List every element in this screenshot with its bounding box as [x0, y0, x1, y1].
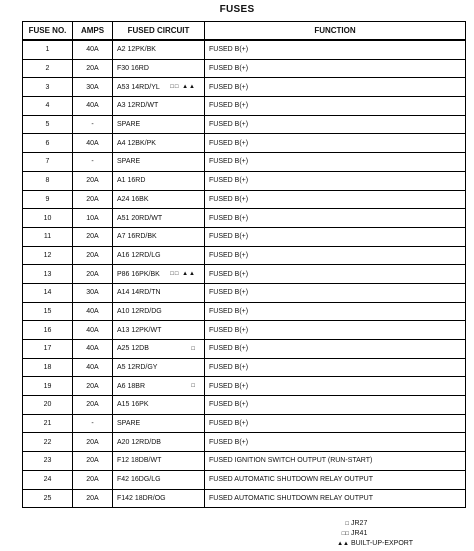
function-cell-text: FUSED B(+): [209, 83, 249, 91]
fused-circuit-cell-text: A14 14RD/TN: [117, 289, 161, 297]
function-cell-text: FUSED AUTOMATIC SHUTDOWN RELAY OUTPUT: [209, 476, 373, 484]
fused-circuit-cell-text: A4 12BK/PK: [117, 139, 156, 147]
fused-circuit-cell: [113, 59, 205, 78]
table-row: [23, 153, 466, 172]
fuse-number-cell: [23, 358, 73, 377]
fuse-number-cell: [23, 227, 73, 246]
amps-cell: [73, 265, 113, 284]
fused-circuit-cell: [113, 433, 205, 452]
fused-circuit-cell: [113, 134, 205, 153]
fuse-number-cell-text: 21: [43, 420, 52, 428]
function-cell: [205, 171, 466, 190]
function-cell: [205, 97, 466, 116]
fused-circuit-cell-text: A20 12RD/DB: [117, 438, 161, 446]
fuse-number-cell: [23, 97, 73, 116]
function-cell: [205, 302, 466, 321]
fused-circuit-cell-text: A5 12RD/GY: [117, 364, 158, 372]
fuse-number-cell: [23, 171, 73, 190]
amps-cell: [73, 227, 113, 246]
variant-marker: □□ ▲▲: [170, 84, 196, 91]
function-cell: [205, 190, 466, 209]
amps-cell: [73, 414, 113, 433]
amps-cell-text: 40A: [86, 46, 99, 54]
amps-cell-text: 40A: [86, 345, 99, 353]
fused-circuit-cell-text: A51 20RD/WT: [117, 214, 163, 222]
fuse-number-cell: [23, 414, 73, 433]
header-fuse-no: FUSE NO.: [23, 22, 73, 41]
fuse-number-cell: [23, 396, 73, 415]
fused-circuit-cell: [113, 246, 205, 265]
amps-cell: [73, 452, 113, 471]
amps-cell-text: -: [91, 121, 94, 129]
amps-cell-text: 40A: [86, 364, 99, 372]
legend-label: JR41: [351, 530, 368, 537]
fused-circuit-cell: [113, 171, 205, 190]
table-row: [23, 190, 466, 209]
table-row: [23, 302, 466, 321]
fuse-number-cell-text: 9: [45, 195, 50, 203]
amps-cell-text: 20A: [86, 233, 99, 241]
function-cell: [205, 265, 466, 284]
table-row: [23, 470, 466, 489]
fused-circuit-cell-text: A2 12PK/BK: [117, 46, 156, 54]
fused-circuit-cell: [113, 265, 205, 284]
fused-circuit-cell: [113, 358, 205, 377]
fused-circuit-cell-text: SPARE: [117, 158, 141, 166]
amps-cell-text: 20A: [86, 457, 99, 465]
table-header-row: [23, 22, 466, 41]
header-amps: AMPS: [73, 22, 113, 41]
function-cell-text: FUSED B(+): [209, 438, 249, 446]
fuse-number-cell-text: 7: [45, 158, 50, 166]
fused-circuit-cell: [113, 414, 205, 433]
amps-cell: [73, 283, 113, 302]
function-cell-text: FUSED B(+): [209, 420, 249, 428]
fuse-number-cell: [23, 78, 73, 97]
legend-item: [333, 529, 413, 539]
function-cell-text: FUSED B(+): [209, 326, 249, 334]
amps-cell: [73, 153, 113, 172]
function-cell: [205, 246, 466, 265]
amps-cell-text: -: [91, 420, 94, 428]
amps-cell-text: 20A: [86, 195, 99, 203]
legend-symbol: □: [345, 521, 349, 527]
fused-circuit-cell-text: F142 18DR/OG: [117, 494, 166, 502]
fuse-number-cell: [23, 246, 73, 265]
fused-circuit-cell-text: A24 16BK: [117, 195, 149, 203]
amps-cell: [73, 134, 113, 153]
fused-circuit-cell-text: A7 16RD/BK: [117, 233, 157, 241]
legend-label: BUILT-UP-EXPORT: [351, 540, 413, 547]
fuse-number-cell: [23, 452, 73, 471]
fuse-number-cell: [23, 134, 73, 153]
fuse-number-cell-text: 1: [45, 46, 50, 54]
table-row: [23, 283, 466, 302]
function-cell-text: FUSED B(+): [209, 46, 249, 54]
fused-circuit-cell-text: A13 12PK/WT: [117, 326, 162, 334]
table-row: [23, 377, 466, 396]
fuse-number-cell-text: 19: [43, 382, 52, 390]
function-cell: [205, 283, 466, 302]
fused-circuit-cell-text: P86 16PK/BK: [117, 270, 160, 278]
table-row: [23, 97, 466, 116]
table-row: [23, 227, 466, 246]
table-row: [23, 171, 466, 190]
fused-circuit-cell: [113, 153, 205, 172]
function-cell-text: FUSED AUTOMATIC SHUTDOWN RELAY OUTPUT: [209, 494, 373, 502]
amps-cell-text: 20A: [86, 65, 99, 73]
fuse-table-body: [23, 40, 466, 508]
fuse-number-cell: [23, 265, 73, 284]
fuse-number-cell: [23, 340, 73, 359]
fuse-number-cell-text: 3: [45, 83, 50, 91]
function-cell: [205, 227, 466, 246]
fused-circuit-cell: [113, 321, 205, 340]
fuse-number-cell-text: 6: [45, 139, 50, 147]
fused-circuit-cell-text: A16 12RD/LG: [117, 251, 161, 259]
table-row: [23, 433, 466, 452]
function-cell-text: FUSED B(+): [209, 289, 249, 297]
fuse-number-cell-text: 11: [43, 233, 52, 241]
function-cell-text: FUSED B(+): [209, 251, 249, 259]
amps-cell-text: 40A: [86, 139, 99, 147]
amps-cell-text: 20A: [86, 382, 99, 390]
table-row: [23, 452, 466, 471]
page-title: FUSES: [219, 4, 255, 15]
fuse-number-cell: [23, 115, 73, 134]
amps-cell: [73, 40, 113, 59]
amps-cell-text: 20A: [86, 438, 99, 446]
function-cell: [205, 115, 466, 134]
legend-label: JR27: [351, 520, 368, 527]
header-fused-circuit: FUSED CIRCUIT: [113, 22, 205, 41]
table-row: [23, 78, 466, 97]
function-cell-text: FUSED B(+): [209, 345, 249, 353]
function-cell: [205, 414, 466, 433]
fuse-number-cell: [23, 377, 73, 396]
fuse-number-cell-text: 4: [45, 102, 50, 110]
fuse-number-cell: [23, 489, 73, 508]
fuse-number-cell: [23, 433, 73, 452]
fused-circuit-cell: [113, 78, 205, 97]
table-row: [23, 246, 466, 265]
fuse-number-cell-text: 12: [43, 251, 52, 259]
amps-cell: [73, 489, 113, 508]
function-cell: [205, 470, 466, 489]
fused-circuit-cell-text: F12 18DB/WT: [117, 457, 162, 465]
fuse-table: [22, 21, 466, 508]
function-cell-text: FUSED B(+): [209, 382, 249, 390]
legend-item: [333, 519, 413, 529]
fused-circuit-cell: [113, 340, 205, 359]
function-cell: [205, 358, 466, 377]
amps-cell: [73, 396, 113, 415]
function-cell-text: FUSED B(+): [209, 158, 249, 166]
table-row: [23, 40, 466, 59]
table-row: [23, 396, 466, 415]
function-cell-text: FUSED B(+): [209, 139, 249, 147]
amps-cell: [73, 171, 113, 190]
function-cell: [205, 321, 466, 340]
fused-circuit-cell-text: A1 16RD: [117, 177, 146, 185]
fuse-number-cell-text: 8: [45, 177, 50, 185]
fuse-number-cell: [23, 153, 73, 172]
fused-circuit-cell: [113, 227, 205, 246]
fuse-number-cell: [23, 321, 73, 340]
function-cell: [205, 433, 466, 452]
amps-cell: [73, 377, 113, 396]
amps-cell-text: 20A: [86, 494, 99, 502]
amps-cell: [73, 209, 113, 228]
function-cell-text: FUSED B(+): [209, 121, 249, 129]
fuse-number-cell-text: 14: [43, 289, 52, 297]
function-cell: [205, 489, 466, 508]
function-cell: [205, 153, 466, 172]
fused-circuit-cell: [113, 377, 205, 396]
function-cell: [205, 396, 466, 415]
fuse-number-cell-text: 5: [45, 121, 50, 129]
fuse-number-cell-text: 10: [43, 214, 52, 222]
function-cell: [205, 59, 466, 78]
fuse-number-cell: [23, 302, 73, 321]
fused-circuit-cell-text: SPARE: [117, 420, 141, 428]
fuse-number-cell: [23, 470, 73, 489]
legend-item: [333, 539, 413, 549]
function-cell-text: FUSED B(+): [209, 270, 249, 278]
fused-circuit-cell-text: A6 18BR: [117, 382, 146, 390]
amps-cell: [73, 321, 113, 340]
fuse-number-cell-text: 2: [45, 65, 50, 73]
fuse-number-cell: [23, 190, 73, 209]
table-row: [23, 115, 466, 134]
table-row: [23, 414, 466, 433]
fused-circuit-cell: [113, 40, 205, 59]
amps-cell-text: 30A: [86, 289, 99, 297]
function-cell: [205, 209, 466, 228]
amps-cell-text: 20A: [86, 476, 99, 484]
function-cell: [205, 40, 466, 59]
function-cell: [205, 78, 466, 97]
fused-circuit-cell-text: A15 16PK: [117, 401, 149, 409]
fused-circuit-cell-text: F30 16RD: [117, 65, 149, 73]
table-row: [23, 265, 466, 284]
amps-cell-text: 10A: [86, 214, 99, 222]
amps-cell-text: 20A: [86, 270, 99, 278]
amps-cell-text: -: [91, 158, 94, 166]
fused-circuit-cell: [113, 209, 205, 228]
fused-circuit-cell: [113, 115, 205, 134]
amps-cell-text: 30A: [86, 83, 99, 91]
legend: [333, 519, 413, 549]
table-row: [23, 134, 466, 153]
amps-cell: [73, 358, 113, 377]
function-cell-text: FUSED B(+): [209, 307, 249, 315]
fused-circuit-cell: [113, 97, 205, 116]
function-cell: [205, 452, 466, 471]
table-row: [23, 358, 466, 377]
table-row: [23, 340, 466, 359]
fuse-number-cell: [23, 209, 73, 228]
fused-circuit-cell-text: F42 16DG/LG: [117, 476, 161, 484]
function-cell-text: FUSED B(+): [209, 195, 249, 203]
function-cell-text: FUSED B(+): [209, 177, 249, 185]
amps-cell: [73, 78, 113, 97]
amps-cell: [73, 97, 113, 116]
fuse-number-cell: [23, 59, 73, 78]
function-cell-text: FUSED B(+): [209, 233, 249, 241]
function-cell-text: FUSED B(+): [209, 364, 249, 372]
amps-cell: [73, 302, 113, 321]
amps-cell: [73, 246, 113, 265]
fuse-number-cell: [23, 40, 73, 59]
legend-symbol: □□: [341, 531, 349, 537]
fuse-number-cell-text: 17: [43, 345, 52, 353]
fused-circuit-cell-text: A3 12RD/WT: [117, 102, 159, 110]
amps-cell-text: 40A: [86, 326, 99, 334]
table-row: [23, 489, 466, 508]
amps-cell: [73, 59, 113, 78]
amps-cell-text: 20A: [86, 401, 99, 409]
fused-circuit-cell-text: SPARE: [117, 121, 141, 129]
fuse-number-cell-text: 13: [43, 270, 52, 278]
function-cell: [205, 340, 466, 359]
table-row: [23, 59, 466, 78]
amps-cell: [73, 190, 113, 209]
legend-symbol: ▲▲: [337, 541, 349, 547]
fused-circuit-cell: [113, 470, 205, 489]
fuse-number-cell-text: 20: [43, 401, 52, 409]
function-cell-text: FUSED B(+): [209, 102, 249, 110]
fuse-number-cell-text: 15: [43, 307, 52, 315]
function-cell-text: FUSED B(+): [209, 214, 249, 222]
fused-circuit-cell: [113, 190, 205, 209]
fuse-number-cell-text: 16: [43, 326, 52, 334]
variant-marker: □: [191, 345, 196, 352]
fuse-number-cell-text: 18: [43, 364, 52, 372]
fused-circuit-cell: [113, 302, 205, 321]
fused-circuit-cell-text: A10 12RD/DG: [117, 307, 162, 315]
amps-cell: [73, 470, 113, 489]
variant-marker: □: [191, 383, 196, 390]
fused-circuit-cell-text: A25 12DB: [117, 345, 149, 353]
fuse-number-cell-text: 22: [43, 438, 52, 446]
function-cell-text: FUSED B(+): [209, 401, 249, 409]
fused-circuit-cell: [113, 452, 205, 471]
fused-circuit-cell: [113, 283, 205, 302]
amps-cell: [73, 115, 113, 134]
variant-marker: □□ ▲▲: [170, 271, 196, 278]
fuse-number-cell-text: 25: [43, 494, 52, 502]
fused-circuit-cell: [113, 489, 205, 508]
amps-cell-text: 20A: [86, 251, 99, 259]
function-cell: [205, 377, 466, 396]
table-row: [23, 321, 466, 340]
amps-cell-text: 40A: [86, 102, 99, 110]
table-row: [23, 209, 466, 228]
amps-cell-text: 20A: [86, 177, 99, 185]
amps-cell-text: 40A: [86, 307, 99, 315]
function-cell: [205, 134, 466, 153]
fused-circuit-cell: [113, 396, 205, 415]
fused-circuit-cell-text: A53 14RD/YL: [117, 83, 160, 91]
fuse-number-cell: [23, 283, 73, 302]
amps-cell: [73, 433, 113, 452]
function-cell-text: FUSED IGNITION SWITCH OUTPUT (RUN-START): [209, 457, 373, 465]
header-function: FUNCTION: [205, 22, 466, 41]
fuse-number-cell-text: 23: [43, 457, 52, 465]
function-cell-text: FUSED B(+): [209, 65, 249, 73]
amps-cell: [73, 340, 113, 359]
fuse-number-cell-text: 24: [43, 476, 52, 484]
